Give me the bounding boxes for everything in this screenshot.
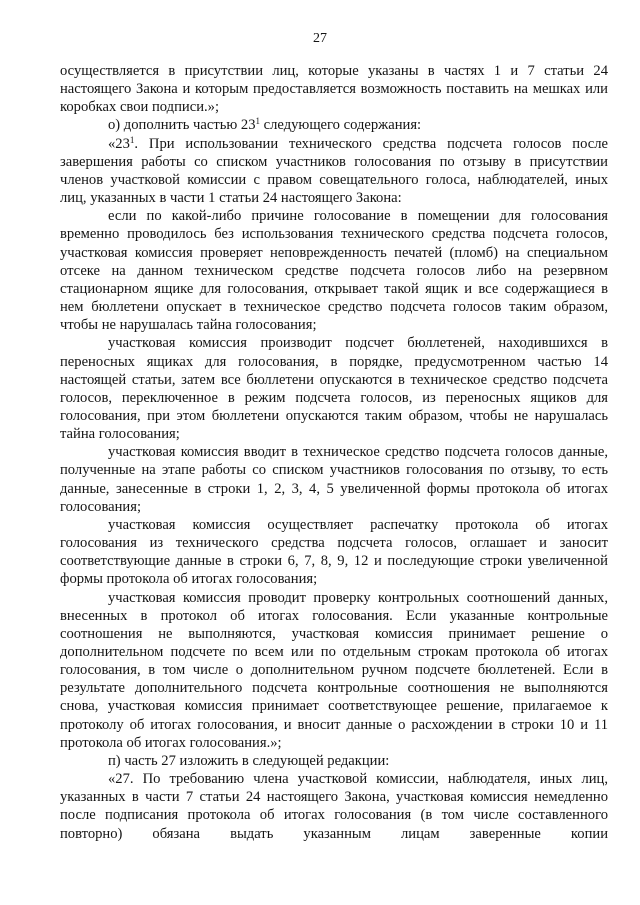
paragraph-text: следующего содержания: [260, 117, 422, 134]
paragraph-text: «23 [108, 135, 130, 152]
paragraph-amendment-o [60, 116, 608, 134]
paragraph-item-1: если по какой-либо причине голосование в помещении для голосования временно проводилось без использования технического средства подсчета голосов, участковая комиссия проверяет неповрежденность печатей (пломб) на специальном отсеке на данном техническом средстве подсчета голосов либо на резервном стационарном ящике для голосования, открывает такой ящик и все содержащиеся в нем бюллетени опускает в техническое средство подсчета голосов таким образом, чтобы не нарушалась тайна голосования; [60, 208, 608, 334]
superscript: 1 [129, 134, 135, 145]
paragraph-part-27: «27. По требованию члена участковой комиссии, наблюдателя, иных лиц, указанных в части 7 статьи 24 настоящего Закона, участковая комиссия немедленно после подписания протокола об итогах голосования (в том числе составленного повторно) обязана выдать указанным лицам заверенные копии [60, 771, 608, 842]
paragraph-item-5: участковая комиссия проводит проверку контрольных соотношений данных, внесенных в протокол об итогах голосования. Если указанные контрольные соотношения не выполняются, участковая комиссия принимает решение о дополнительном подсчете по всем или по отдельным строкам протокола об итогах голосования, в том числе о дополнительном ручном подсчете бюллетеней. Если в результате дополнительного подсчета контрольные соотношения не выполняются снова, участковая комиссия принимает соответствующее решение, прилагаемое к протоколу об итогах голосования, и вносит данные о расхождении в строки 10 и 11 протокола об итогах голосования.»; [60, 589, 608, 751]
paragraph-item-4: участковая комиссия осуществляет распечатку протокола об итогах голосования из технического средства подсчета голосов, оглашает и заносит соответствующие данные в строки 6, 7, 8, 9, 12 и последующие строки увеличенной формы протокола об итогах голосования; [60, 516, 608, 588]
paragraph-text: . При использовании технического средства подсчета голосов после завершения работы со списком участников голосования по отзыву в присутствии членов участковой комиссии с правом совещательного голоса, наблюдателей, иных лиц, указанных в части 1 статьи 24 настоящего Закона: [60, 135, 608, 207]
page-number: 27 [313, 31, 327, 46]
superscript: 1 [255, 116, 260, 127]
paragraph-continuation: осуществляется в присутствии лиц, которые указаны в частях 1 и 7 статьи 24 настоящего Закона и которым предоставляется возможность поставить на мешках или коробках свои подписи.»; [60, 63, 608, 116]
paragraph-part-23-1 [60, 135, 608, 208]
paragraph-item-3: участковая комиссия вводит в техническое средство подсчета голосов данные, полученные на этапе работы со списком участников голосования по отзыву, то есть данные, занесенные в строки 1, 2, 3, 4, 5 увеличенной формы протокола об итогах голосования; [60, 444, 608, 515]
paragraph-text: о) дополнить частью 23 [108, 117, 256, 134]
paragraph-amendment-p: п) часть 27 изложить в следующей редакции: [108, 752, 390, 769]
paragraph-item-2: участковая комиссия производит подсчет бюллетеней, находившихся в переносных ящиках для голосования, в порядке, предусмотренном частью 14 настоящей статьи, затем все бюллетени опускаются в техническое средство подсчета голосов, переключенное в режим подсчета голосов, из переносных ящиков для голосования, при этом бюллетени опускаются таким образом, чтобы не нарушалась тайна голосования; [60, 335, 608, 443]
document-body [60, 62, 608, 843]
